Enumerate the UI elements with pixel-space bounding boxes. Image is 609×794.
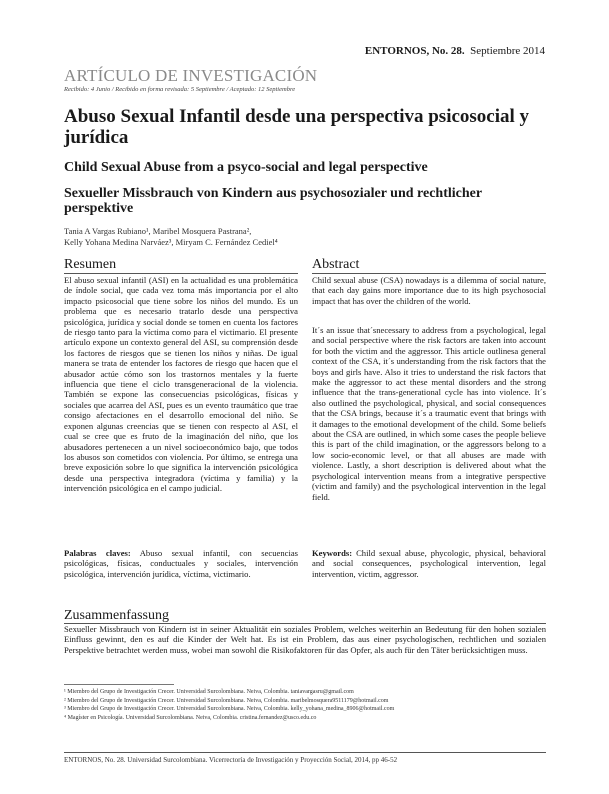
title-german: Sexueller Missbrauch von Kindern aus psychosozialer und rechtlicher perspektive — [64, 186, 482, 216]
title-spanish: Abuso Sexual Infantil desde una perspectiva psicosocial y jurídica — [64, 106, 530, 148]
section-label: ARTÍCULO DE INVESTIGACIÓN — [64, 66, 318, 85]
palabras-claves-label: Palabras claves: — [64, 548, 131, 558]
palabras-claves — [64, 548, 298, 579]
authors-line-2: Kelly Yohana Medina Narváez³, Miryam C. Fernández Cediel⁴ — [64, 237, 278, 247]
received-dates: Recibido: 4 Junio / Recibido en forma revisada: 5 Septiembre / Aceptado: 12 Septiembre — [64, 86, 296, 93]
keywords-label: Keywords: — [312, 548, 353, 558]
journal-header — [365, 45, 545, 57]
abstract-body-2: It´s an issue that´snecessary to address from a psychological, legal and social perspective where the risk factors are taken into account for both the victim and the aggressor. This article outlinesa general context of the CSA, it´s understanding from the risk factors that the boys and girls have. Also it tries to understand the risk factors that make the aggressor to act these mental disorders and the strong influence that the trans-generational cycle has into violence. It´s also outlined the psychological, physical, and social consequences that the CSA brings, because it´s a traumatic event that brings with it damages to the emotional development of the child. Some beliefs about the CSA are outlined, in which some cases the people believe this is part of the child imagination, or the aggressors belong to a low socio-economic level, or that all abuses are made with violence. Lastly, a short description is delivered about what the psychological intervention means from a integrative perspective (victim and family) and the psychological intervention in the legal field. — [312, 325, 546, 502]
abstract-body-1: Child sexual abuse (CSA) nowadays is a dilemma of social nature, that each day gains more importance due to its high psychosocial impact that has over the children of the world. — [312, 275, 546, 306]
footnote-3: ³ Miembro del Grupo de Investigación Crecer. Universidad Surcolombiana. Neiva, Colombia. kelly_yohana_medina_8906@hotmail.com — [64, 706, 395, 713]
keywords-text: Child sexual abuse, phycologic, physical, behavioral and social consequences, psychological intervention, legal intervention, victim, aggressor. — [312, 548, 546, 579]
authors-line-1: Tania A Vargas Rubiano¹, Maribel Mosquera Pastrana², — [64, 226, 252, 236]
title-english: Child Sexual Abuse from a psyco-social and legal perspective — [64, 160, 428, 175]
resumen-body: El abuso sexual infantil (ASI) en la actualidad es una problemática de índole social, que cada vez toma más importancia por el alto impacto psicosocial que tiene sobre los niños del mundo. Es un problema que es necesario tratarlo desde una perspectiva psicológica, jurídica y social donde se tomen en cuenta los factores de riesgo tanto para la víctima como para el victimario. El presente artículo expone un contexto general del ASI, su comprensión desde los factores de riesgos que se tienen los niños y niñas. De igual manera se trata de entender los factores de riesgo que hacen que el abusador actúe cómo son los trastornos mentales y la fuerte influencia que tiene el ciclo transgeneracional de la violencia. También se expone las consecuencias psicológicas, físicas y sociales que acarrea del ASI, pues es un evento traumático que trae consigo afectaciones en el desarrollo emocional del niño. Se exponen algunas creencias que se tienen con respecto al ASI, el cual se cree que es fruto de la imaginación del niño, que los abusadores pertenecen a un nivel socioeconómico bajo, que todos los abusos son cometidos con violencia. Por último, se entrega una breve exposición sobre lo que significa la intervención psicológica desde una perspectiva integradora (víctima y familia) y la intervención psicológica en el campo judicial. — [64, 275, 298, 494]
footnote-divider — [64, 684, 174, 685]
footnote-1: ¹ Miembro del Grupo de Investigación Crecer. Universidad Surcolombiana. Neiva, Colombia. taniavargasru@gmail.com — [64, 689, 354, 695]
abstract-divider — [312, 273, 546, 274]
footnote-4: ⁴ Magíster en Psicología. Universidad Surcolombiana. Neiva, Colombia. cristina.fernandez@usco.edu.co — [64, 714, 317, 721]
abstract-heading: Abstract — [312, 257, 360, 272]
zusammenfassung-heading: Zusammenfassung — [64, 608, 169, 623]
keywords — [312, 548, 546, 579]
footer-divider — [64, 752, 546, 753]
journal-date: Septiembre 2014 — [470, 45, 545, 57]
zusammenfassung-body: Sexueller Missbrauch von Kindern ist in seiner Aktualität ein soziales Problem, welches weiterhin an Bedeutung für den hohen sozialen Einfluss gewinnt, den es auf die Kinder der Welt hat. Es ist ein Problem, das aus einer psychologischen, rechtlichen und sozialen Perspektive betrachtet werden muss, wobei man sowohl die Risikofaktoren für das Opfer, als auch für den Täter berücksichtigen muss. — [64, 624, 546, 655]
footnotes — [64, 688, 546, 722]
journal-name: ENTORNOS, No. 28. — [364, 45, 465, 57]
page-footer: ENTORNOS, No. 28. Universidad Surcolombiana. Vicerrectoría de Investigación y Proyección Social, 2014, pp 46-52 — [64, 756, 398, 764]
footnote-2: ² Miembro del Grupo de Investigación Crecer. Universidad Surcolombiana. Neiva, Colombia. maribelmosquera9511179@hotmail.com — [64, 697, 389, 704]
resumen-heading: Resumen — [64, 257, 117, 272]
resumen-divider — [64, 273, 298, 274]
authors — [64, 226, 364, 248]
palabras-claves-text: Abuso sexual infantil, con secuencias psicológicas, físicas, conductuales y sociales, intervención psicológica, intervención jurídica, víctima, victimario. — [64, 548, 298, 579]
